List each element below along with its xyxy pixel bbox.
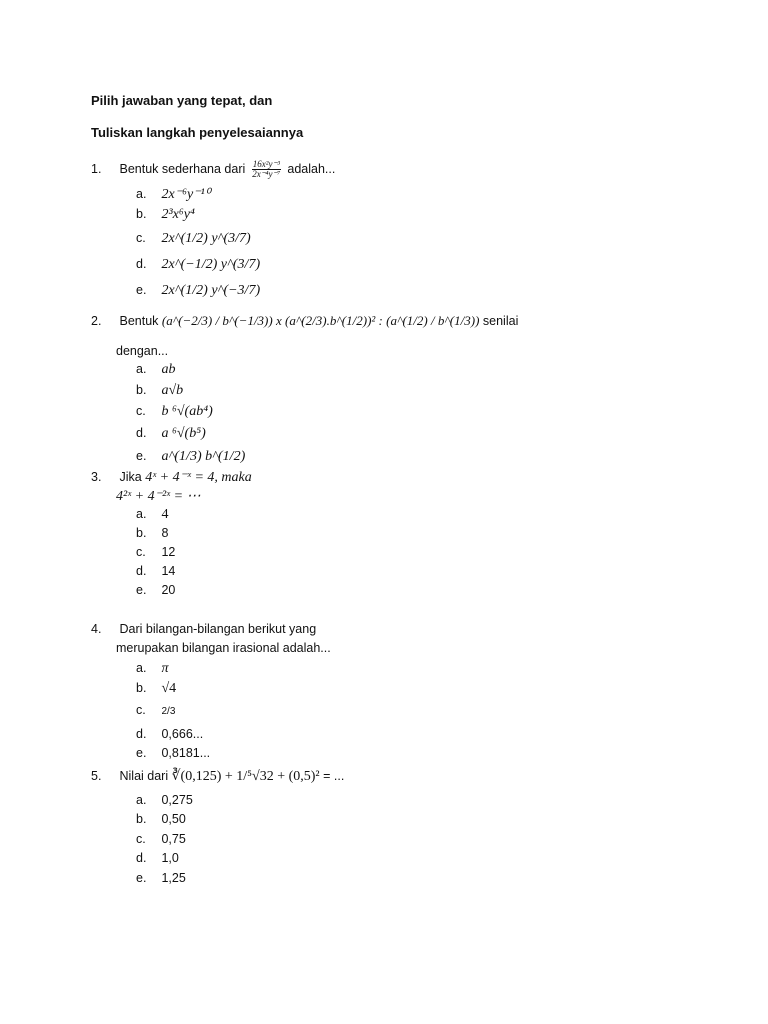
- option-1e: [136, 283, 260, 299]
- question-number: 4.: [91, 622, 102, 636]
- question-number: 5.: [91, 769, 102, 783]
- fraction-numerator: 16x²y⁻³: [252, 159, 280, 169]
- option-text: 2x^(−1/2) y^(3/7): [161, 257, 261, 272]
- question-text: Nilai dari: [119, 769, 169, 783]
- option-text: 4: [161, 507, 169, 522]
- option-text: ab: [161, 362, 176, 377]
- math-expression: ∛(0,125) + 1/⁵√32 + (0,5)²: [171, 769, 320, 784]
- fraction-denominator: 2x⁻⁴y⁻⁷: [252, 169, 281, 180]
- question-3: [91, 469, 252, 486]
- option-text: π: [161, 661, 169, 676]
- question-5: [91, 768, 344, 785]
- option-text: b ⁶√(ab⁴): [161, 404, 213, 419]
- option-letter: b.: [136, 526, 147, 540]
- question-3-line-2: 4²ˣ + 4⁻²ˣ = ⋯: [116, 489, 201, 504]
- question-number: 1.: [91, 162, 102, 177]
- option-text: √4: [161, 681, 177, 696]
- option-text: 8: [161, 526, 169, 540]
- option-2d: [136, 426, 206, 442]
- question-number: 3.: [91, 470, 102, 484]
- option-text: 2x^(1/2) y^(−3/7): [161, 283, 261, 298]
- option-letter: c.: [136, 231, 146, 245]
- option-2b: [136, 383, 183, 399]
- option-4b: [136, 681, 176, 697]
- option-text: 0,75: [161, 832, 186, 846]
- option-letter: e.: [136, 283, 147, 297]
- option-4c: [136, 703, 175, 717]
- option-3a: [136, 507, 168, 523]
- option-1a: [136, 186, 210, 203]
- option-4a: [136, 661, 169, 677]
- option-letter: d.: [136, 564, 147, 578]
- math-expression: (a^(−2/3) / b^(−1/3)) x (a^(2/3).b^(1/2))² : (a^(1/2) / b^(1/3)): [161, 313, 480, 328]
- option-1d: [136, 257, 260, 273]
- option-letter: a.: [136, 661, 147, 675]
- fraction: [252, 160, 281, 180]
- option-letter: c.: [136, 545, 146, 559]
- question-1: [91, 160, 335, 180]
- option-4d: [136, 727, 203, 741]
- option-5d: [136, 851, 179, 865]
- option-letter: d.: [136, 851, 147, 865]
- option-text: 0,666...: [161, 727, 204, 741]
- option-text: a√b: [161, 383, 184, 398]
- option-letter: c.: [136, 404, 146, 418]
- option-text: 0,275: [161, 793, 193, 807]
- question-text: Jika: [119, 470, 142, 484]
- instruction-line-2: Tuliskan langkah penyelesaiannya: [91, 125, 304, 140]
- question-2-continued: dengan...: [116, 344, 169, 358]
- option-letter: d.: [136, 426, 147, 440]
- question-text: Dari bilangan-bilangan berikut yang: [119, 622, 317, 636]
- option-letter: a.: [136, 187, 147, 201]
- option-text: 1,25: [161, 871, 186, 885]
- option-letter: e.: [136, 449, 147, 463]
- option-letter: c.: [136, 832, 146, 846]
- option-letter: a.: [136, 362, 147, 376]
- question-text: Bentuk: [119, 314, 159, 328]
- option-letter: b.: [136, 812, 147, 826]
- option-text: 2x^(1/2) y^(3/7): [161, 231, 251, 246]
- option-5c: [136, 832, 186, 846]
- option-text: a^(1/3) b^(1/2): [161, 449, 246, 464]
- option-4e: [136, 746, 210, 760]
- option-letter: b.: [136, 207, 147, 221]
- option-5b: [136, 812, 186, 826]
- option-5e: [136, 871, 186, 885]
- question-4-line-2: merupakan bilangan irasional adalah...: [116, 641, 331, 655]
- option-text: 12: [161, 545, 176, 559]
- option-3c: [136, 545, 175, 559]
- option-letter: d.: [136, 727, 147, 741]
- option-text: 1,0: [161, 851, 179, 865]
- option-3b: [136, 526, 168, 540]
- option-letter: d.: [136, 257, 147, 271]
- option-text: 2³x⁶y⁴: [161, 207, 195, 222]
- option-letter: a.: [136, 793, 147, 807]
- question-text: adalah...: [287, 162, 336, 177]
- option-1c: [136, 231, 251, 247]
- question-number: 2.: [91, 314, 102, 328]
- option-text: 20: [161, 583, 176, 597]
- option-text: a ⁶√(b⁵): [161, 426, 206, 441]
- option-2c: [136, 404, 213, 420]
- question-text: Bentuk sederhana dari: [119, 162, 246, 177]
- option-1b: [136, 207, 195, 223]
- math-expression: 4ˣ + 4⁻ˣ = 4, maka: [145, 470, 252, 485]
- option-5a: [136, 793, 193, 807]
- option-3e: [136, 583, 175, 597]
- question-2: [91, 313, 518, 329]
- option-text: 14: [161, 564, 176, 578]
- option-text: 0,50: [161, 812, 186, 826]
- option-2e: [136, 449, 245, 465]
- question-4: [91, 622, 316, 636]
- instruction-line-1: Pilih jawaban yang tepat, dan: [91, 93, 273, 108]
- option-letter: b.: [136, 681, 147, 695]
- question-text: senilai: [482, 314, 519, 328]
- option-3d: [136, 564, 175, 578]
- option-letter: a.: [136, 507, 147, 521]
- option-text: 2/3: [161, 706, 176, 717]
- option-letter: b.: [136, 383, 147, 397]
- option-letter: c.: [136, 703, 146, 717]
- option-letter: e.: [136, 746, 147, 760]
- question-text: = ...: [323, 769, 345, 783]
- option-text: 0,8181...: [161, 746, 211, 760]
- option-text: 2x⁻⁶y⁻¹⁰: [161, 187, 211, 202]
- option-letter: e.: [136, 583, 147, 597]
- option-2a: [136, 362, 175, 378]
- option-letter: e.: [136, 871, 147, 885]
